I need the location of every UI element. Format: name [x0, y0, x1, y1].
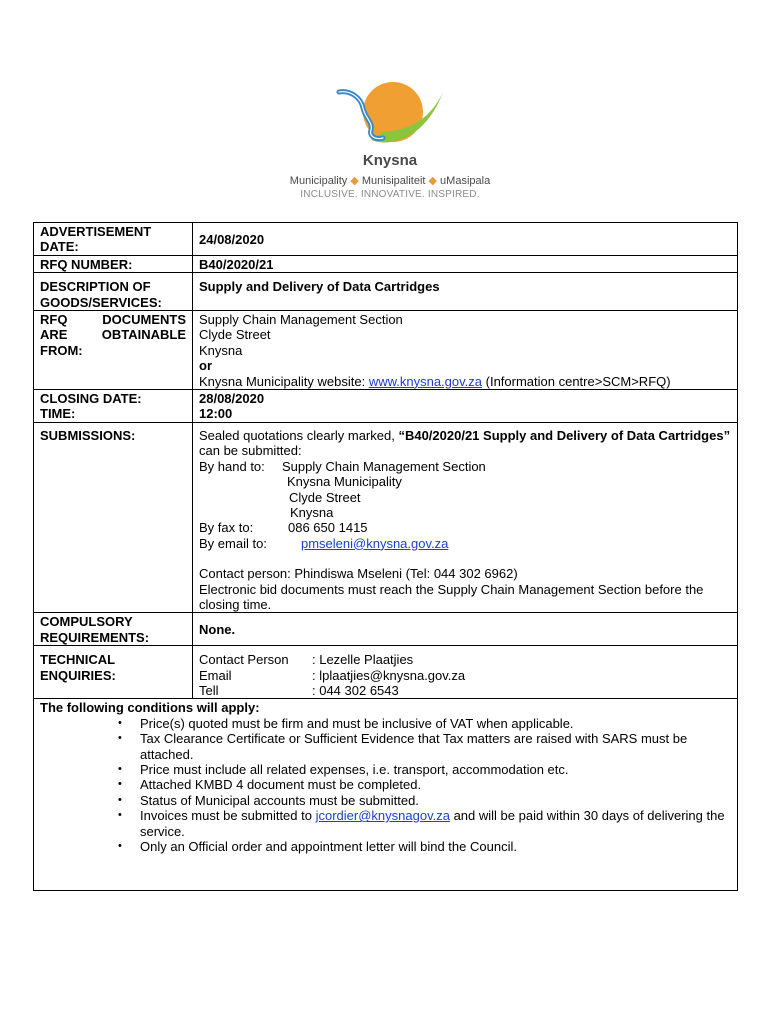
- submissions-intro: [199, 428, 731, 459]
- submissions-intro-text: Sealed quotations clearly marked,: [199, 427, 399, 443]
- closing-date-label: CLOSING DATE:: [40, 391, 142, 407]
- tech-key: Contact Person: [199, 652, 289, 668]
- row-rfq-number: [34, 255, 738, 272]
- logo-separator: ◆: [428, 175, 437, 187]
- website-prefix: Knysna Municipality website:: [199, 373, 369, 389]
- hand-address-line: Knysna Municipality: [287, 474, 402, 490]
- tech-key: Tell: [199, 682, 219, 698]
- logo-separator: ◆: [350, 175, 359, 187]
- description-value: Supply and Delivery of Data Cartridges: [193, 273, 738, 311]
- row-closing: [34, 390, 738, 423]
- compulsory-label: COMPULSORY REQUIREMENTS:: [34, 613, 193, 646]
- invoice-email-link[interactable]: jcordier@knysnagov.za: [315, 808, 450, 824]
- closing-time-label: TIME:: [40, 406, 76, 422]
- obtainable-label-line: FROM:: [40, 342, 83, 358]
- invoice-suffix: and will be paid within 30 days of delivering the service.: [140, 808, 725, 839]
- closing-label: [34, 390, 193, 423]
- row-compulsory: [34, 613, 738, 646]
- logo-sub-umasipala: uMasipala: [440, 175, 491, 187]
- submissions-intro-title: “B40/2020/21 Supply and Delivery of Data Cartridges”: [398, 427, 731, 443]
- logo-sub-munisipaliteit: Munisipaliteit: [361, 175, 426, 187]
- compulsory-value: None.: [193, 613, 738, 646]
- closing-date-value: 28/08/2020: [199, 391, 265, 407]
- tech-email-line: [199, 668, 731, 683]
- hand-address-line: Supply Chain Management Section: [282, 458, 486, 474]
- submissions-intro-suffix: can be submitted:: [199, 443, 302, 459]
- obtainable-website-line: [199, 374, 731, 389]
- obtainable-line: Clyde Street: [199, 327, 271, 343]
- submissions-label: SUBMISSIONS:: [34, 422, 193, 612]
- logo-tagline: INCLUSIVE. INNOVATIVE. INSPIRED.: [300, 189, 480, 200]
- tech-key: Email: [199, 667, 232, 683]
- submissions-fax: [199, 520, 731, 535]
- logo-name: Knysna: [362, 152, 418, 169]
- conditions-heading: The following conditions will apply:: [40, 700, 260, 716]
- row-conditions: [34, 699, 738, 891]
- email-label: By email to:: [199, 535, 267, 551]
- submissions-electronic: Electronic bid documents must reach the Supply Chain Management Section before the closing time.: [199, 581, 704, 612]
- condition-item: • Tax Clearance Certificate or Sufficient Evidence that Tax matters are raised with SARS must be attached.: [140, 731, 731, 762]
- fax-number: 086 650 1415: [288, 520, 368, 536]
- website-suffix: (Information centre>SCM>RFQ): [482, 373, 671, 389]
- technical-label: TECHNICAL ENQUIRIES:: [34, 646, 193, 699]
- obtainable-label: [34, 311, 193, 390]
- rfq-number-label: RFQ NUMBER:: [34, 255, 193, 272]
- conditions-list: [100, 716, 731, 855]
- tech-val: : lplaatjies@knysna.gov.za: [312, 667, 466, 683]
- closing-time-value: 12:00: [199, 406, 233, 422]
- condition-item: • Only an Official order and appointment letter will bind the Council.: [140, 839, 731, 854]
- condition-item-invoice: [140, 808, 731, 839]
- row-advertisement-date: [34, 223, 738, 256]
- advertisement-date-label: ADVERTISEMENT DATE:: [34, 223, 193, 256]
- row-description: [34, 273, 738, 311]
- invoice-prefix: Invoices must be submitted to: [140, 808, 316, 824]
- fax-label: By fax to:: [199, 520, 254, 536]
- rfq-details-table: [33, 222, 738, 891]
- conditions-cell: [34, 699, 738, 891]
- technical-value: [193, 646, 738, 699]
- condition-item: • Attached KMBD 4 document must be completed.: [140, 777, 731, 792]
- condition-item: • Price(s) quoted must be firm and must be inclusive of VAT when applicable.: [140, 716, 731, 731]
- obtainable-line: Knysna: [199, 342, 243, 358]
- condition-item: • Status of Municipal accounts must be submitted.: [140, 793, 731, 808]
- obtainable-line: Supply Chain Management Section: [199, 312, 403, 328]
- hand-address-line: Knysna: [290, 504, 334, 520]
- submissions-email: [199, 536, 731, 551]
- logo-sub-municipality: Municipality: [289, 175, 348, 187]
- rfq-number-value: B40/2020/21: [193, 255, 738, 272]
- tech-val: : Lezelle Plaatjies: [312, 652, 414, 668]
- obtainable-label-line: RFQ DOCUMENTS: [40, 312, 186, 328]
- submissions-value: [193, 422, 738, 612]
- obtainable-value: [193, 311, 738, 390]
- closing-value: [193, 390, 738, 423]
- email-link[interactable]: pmseleni@knysna.gov.za: [301, 535, 449, 551]
- hand-label: By hand to:: [199, 458, 265, 474]
- row-technical: [34, 646, 738, 699]
- tech-tell-line: [199, 683, 731, 698]
- obtainable-label-line: ARE OBTAINABLE: [40, 327, 186, 343]
- row-obtainable-from: [34, 311, 738, 390]
- logo-subtitle: [265, 174, 515, 187]
- condition-item: • Price must include all related expenses, i.e. transport, accommodation etc.: [140, 762, 731, 777]
- tech-val: : 044 302 6543: [312, 682, 399, 698]
- website-link[interactable]: www.knysna.gov.za: [368, 373, 483, 389]
- submissions-hand: [199, 459, 731, 474]
- obtainable-or: or: [199, 358, 212, 374]
- submissions-contact: Contact person: Phindiswa Mseleni (Tel: 044 302 6962): [199, 566, 518, 582]
- tech-contact-line: [199, 652, 731, 667]
- description-label: DESCRIPTION OF GOODS/SERVICES:: [34, 273, 193, 311]
- hand-address-line: Clyde Street: [289, 489, 361, 505]
- knysna-emblem-icon: [331, 78, 451, 150]
- knysna-logo: [265, 78, 515, 208]
- row-submissions: [34, 422, 738, 612]
- advertisement-date-value: 24/08/2020: [193, 223, 738, 256]
